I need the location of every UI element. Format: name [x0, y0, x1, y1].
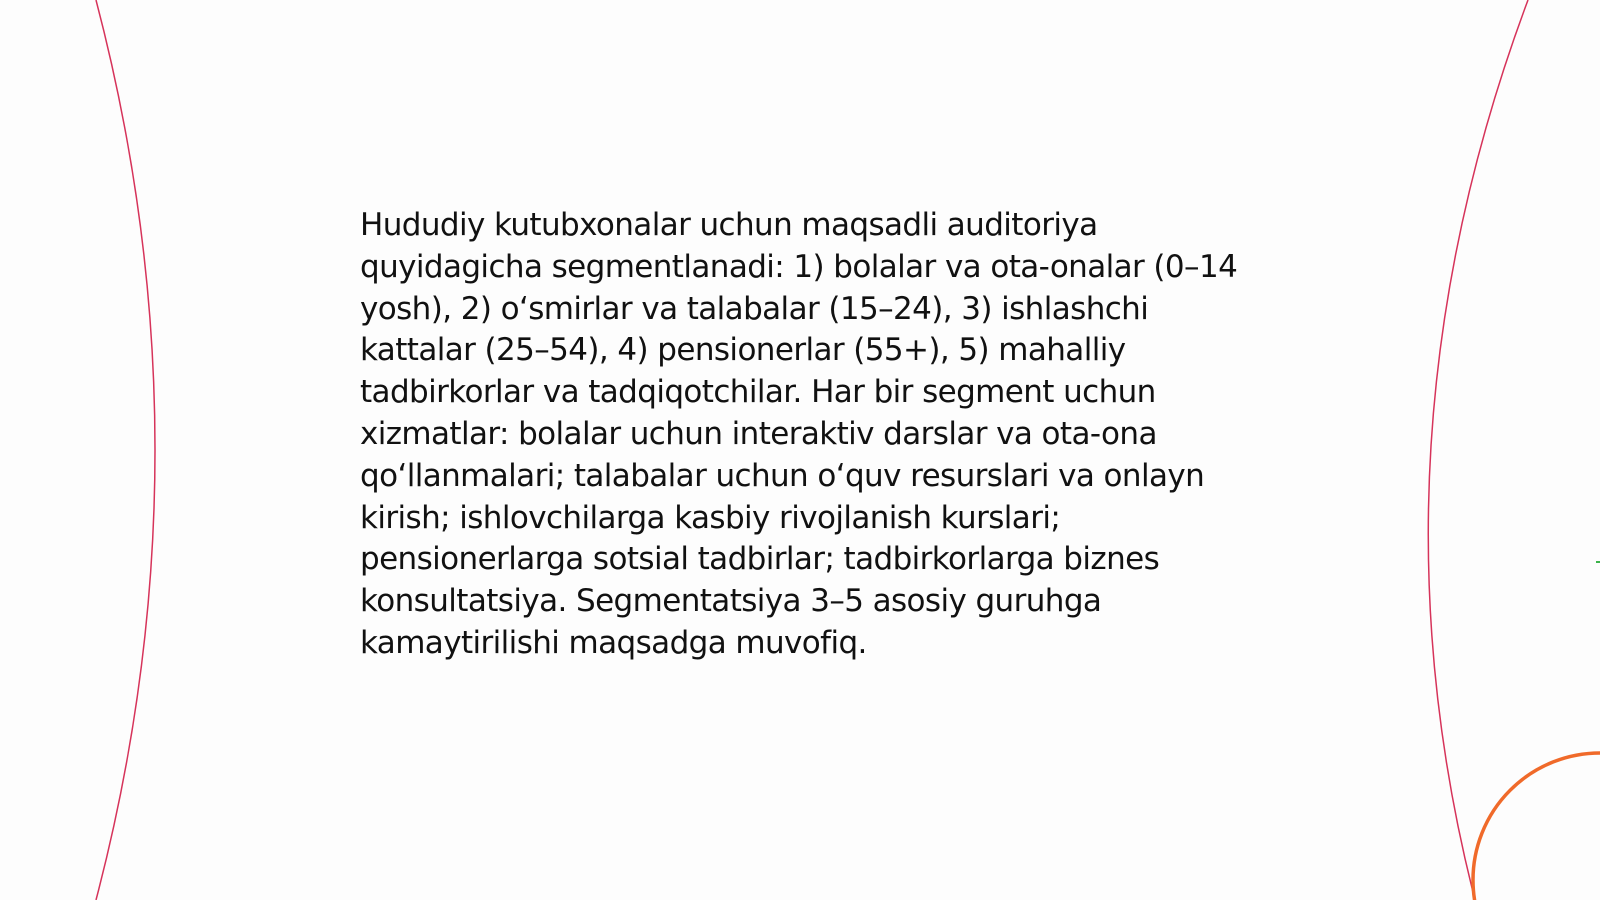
body-text: Hududiy kutubxonalar uchun maqsadli auditoriya quyidagicha segmentlanadi: 1) bolalar va ota-onalar (0–14 yosh), 2) o‘smirlar va talabalar (15–24), 3) ishlashchi kattalar (25–54), 4) pensionerlar (55+), 5) mahalliy tadbirkorlar va tadqiqotchilar. Har bir segment uchun xizmatlar: bolalar uchun interaktiv darslar va ota-ona qo‘llanmalari; talabalar uchun o‘quv resurslari va onlayn kirish; ishlovchilarga kasbiy rivojlanish kurslari; pensionerlarga sotsial tadbirlar; tadbirkorlarga biznes konsultatsiya. Segmentatsiya 3–5 asosiy guruhga kamaytirilishi maqsadga muvofiq. [360, 207, 1238, 661]
right-arc [1428, 0, 1528, 900]
left-arc [96, 0, 155, 900]
orange-circle [1473, 753, 1600, 900]
